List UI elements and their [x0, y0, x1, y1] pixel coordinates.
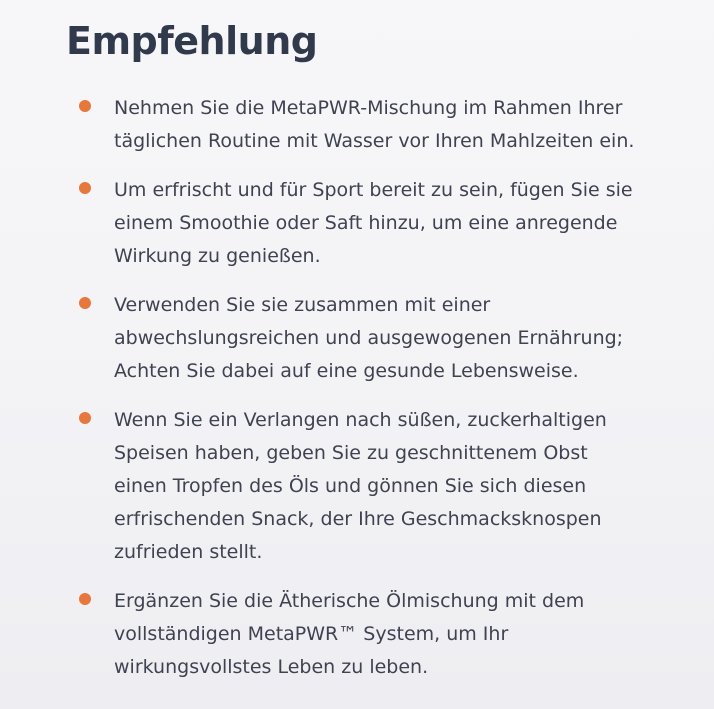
- list-item-text-line: Ergänzen Sie die Ätherische Ölmischung mit dem: [114, 590, 585, 612]
- list-item-text-line: vollständigen MetaPWR™ System, um Ihr: [114, 623, 509, 645]
- list-item: [78, 289, 678, 388]
- list-item-text-line: erfrischenden Snack, der Ihre Geschmacksknospen: [114, 508, 602, 530]
- list-item: [78, 404, 678, 569]
- list-item-text-line: Speisen haben, geben Sie zu geschnittenem Obst: [114, 442, 588, 464]
- bullet-dot-icon: [79, 100, 91, 112]
- list-item-text-line: wirkungsvollstes Leben zu leben.: [114, 656, 429, 678]
- list-item: [78, 92, 678, 158]
- bullet-dot-icon: [79, 182, 91, 194]
- list-item: [78, 585, 678, 684]
- list-item-text-line: täglichen Routine mit Wasser vor Ihren Mahlzeiten ein.: [114, 130, 635, 152]
- list-item-text-line: Wirkung zu genießen.: [114, 245, 321, 267]
- bullet-dot-icon: [79, 297, 91, 309]
- list-item: [78, 174, 678, 273]
- bullet-dot-icon: [79, 412, 91, 424]
- list-item-text-line: Nehmen Sie die MetaPWR-Mischung im Rahmen Ihrer: [114, 97, 623, 119]
- list-item-text-line: abwechslungsreichen und ausgewogenen Ernährung;: [114, 327, 624, 349]
- list-item-text-line: einem Smoothie oder Saft hinzu, um eine anregende: [114, 212, 618, 234]
- list-item-text-line: Verwenden Sie sie zusammen mit einer: [114, 294, 491, 316]
- list-item-text-line: Um erfrischt und für Sport bereit zu sein, fügen Sie sie: [114, 179, 633, 201]
- list-item-text-line: Achten Sie dabei auf eine gesunde Lebensweise.: [114, 360, 579, 382]
- list-item-text-line: Wenn Sie ein Verlangen nach süßen, zuckerhaltigen: [114, 409, 607, 431]
- recommendation-list: [78, 92, 678, 700]
- list-item-text-line: zufrieden stellt.: [114, 541, 263, 563]
- bullet-dot-icon: [79, 593, 91, 605]
- list-item-text-line: einen Tropfen des Öls und gönnen Sie sich diesen: [114, 475, 587, 497]
- page-title: Empfehlung: [66, 19, 318, 63]
